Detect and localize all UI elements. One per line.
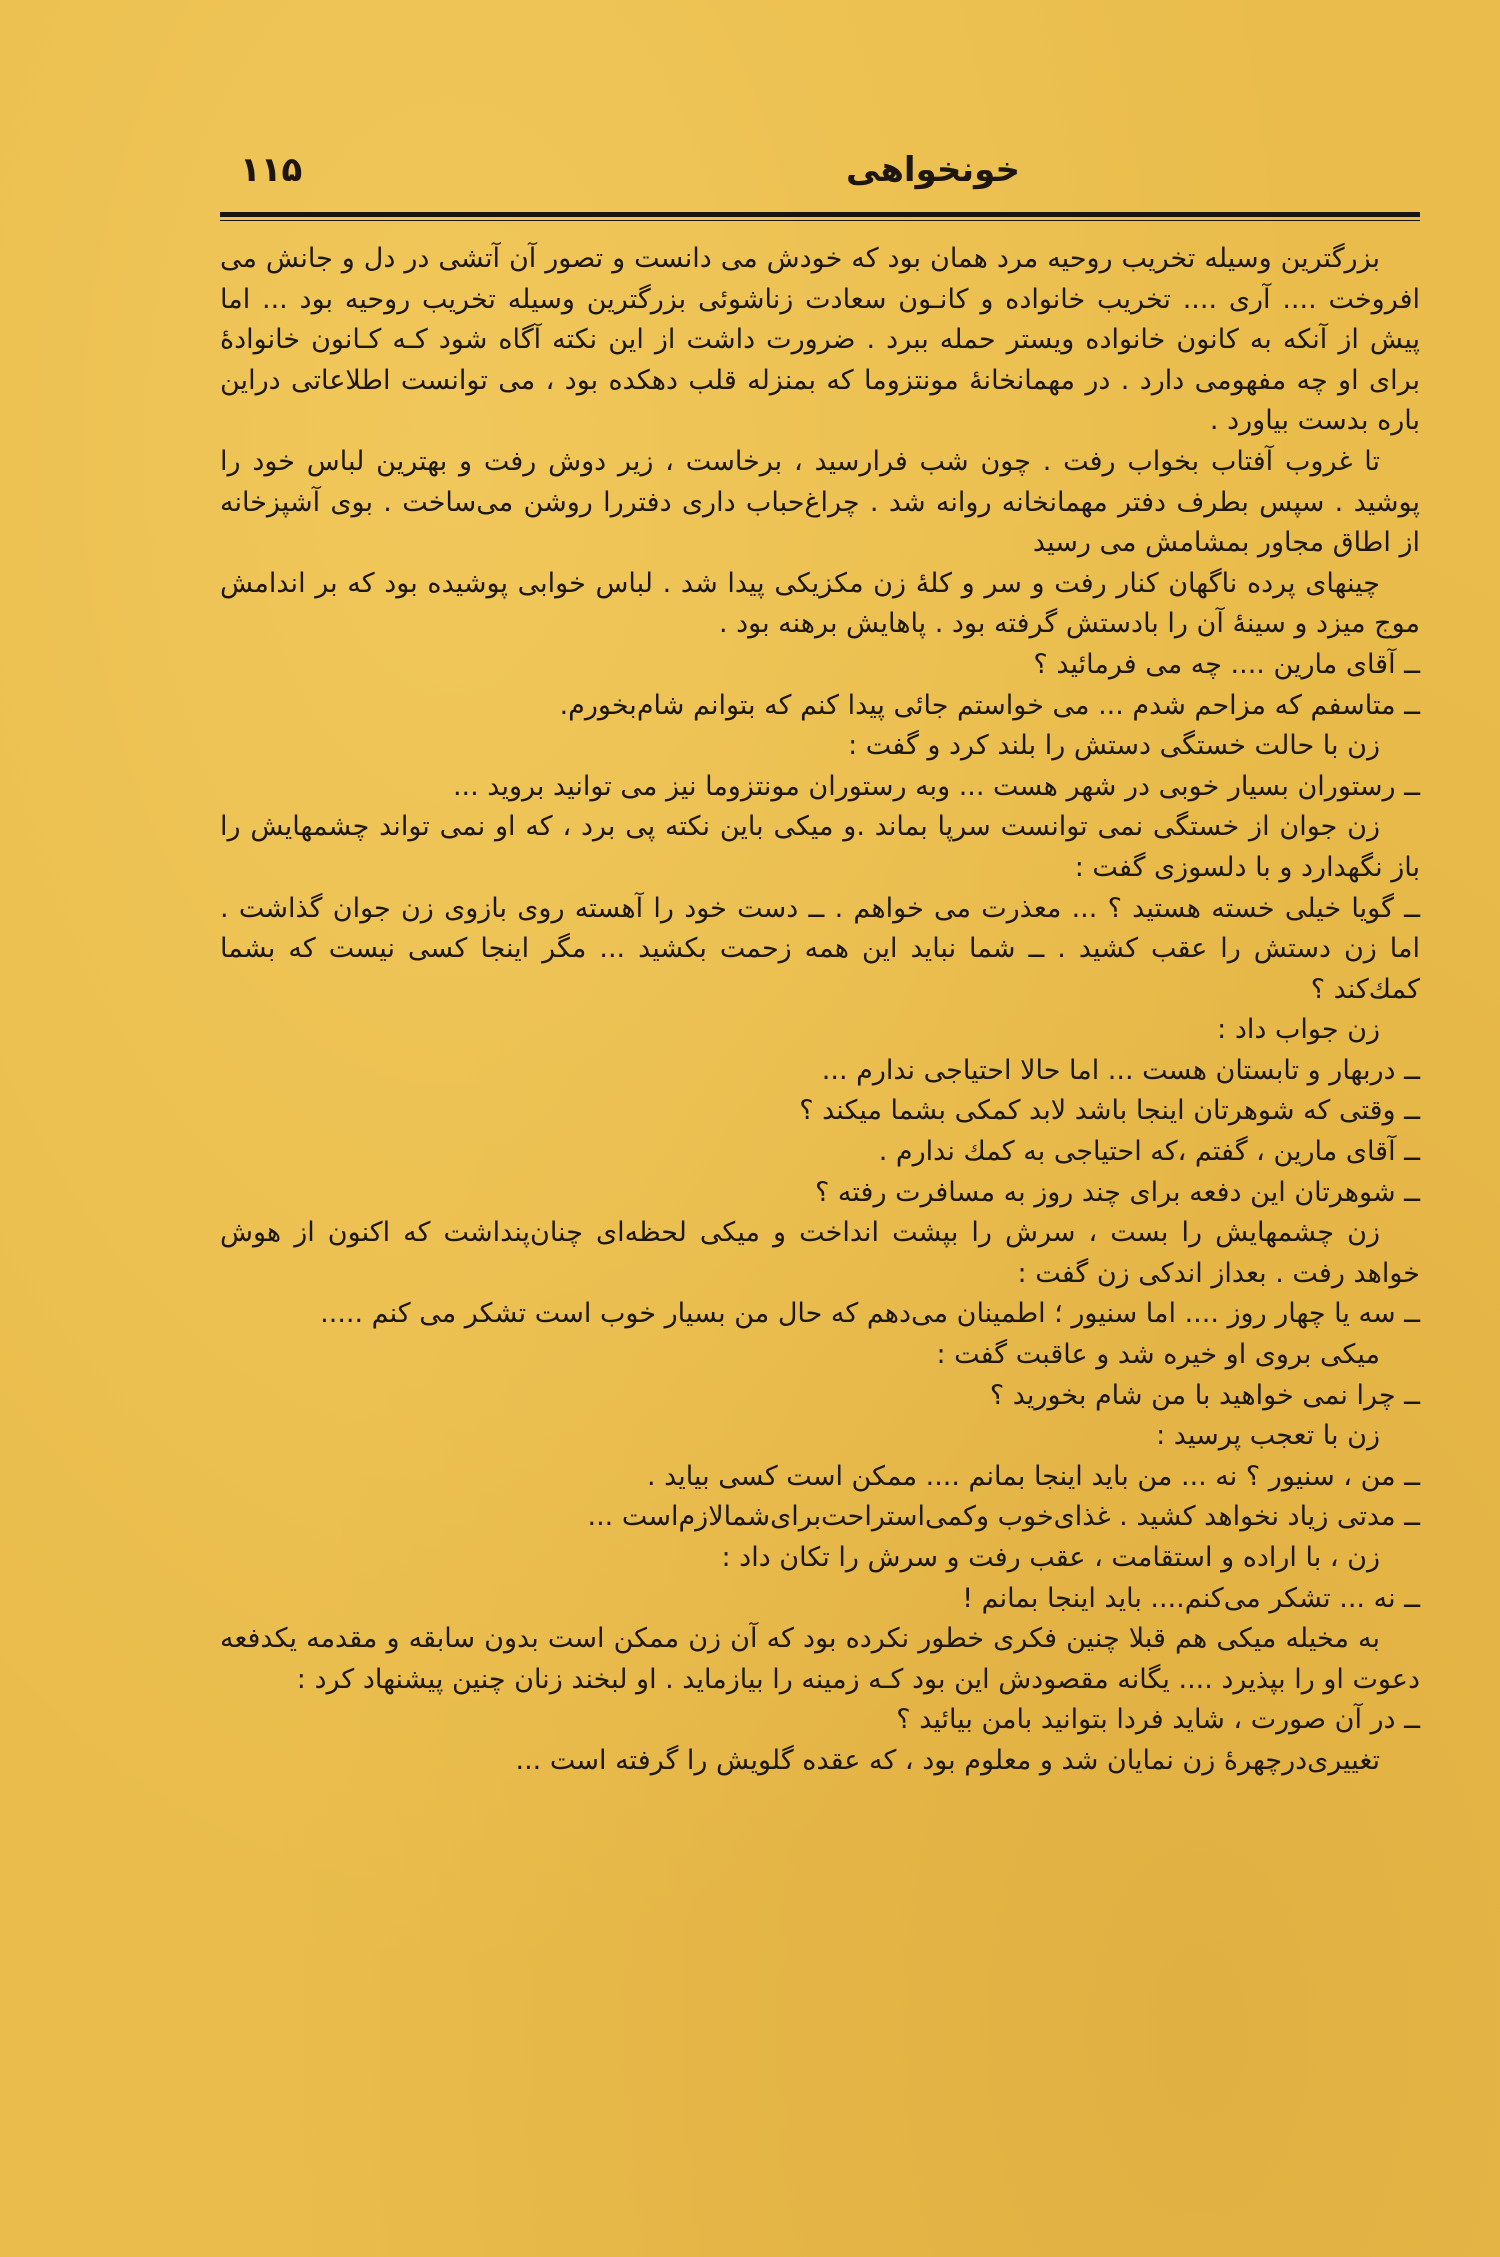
paragraph: ــ شوهرتان این دفعه برای چند روز به مسافرت رفته ؟ (815, 1176, 1420, 1208)
paragraph: زن جوان از خستگی نمی توانست سرپا بماند .و میکی باین نکته پی برد ، که او نمی تواند چشمهایش را باز نگهدارد و با دلسوزی گفت : (220, 811, 1420, 883)
paragraph: ــ سه یا چهار روز .... اما سنیور ؛ اطمینان می‌دهم که حال من بسیار خوب است تشکر می کنم ..... (320, 1298, 1420, 1330)
header-rule (220, 212, 1420, 221)
paragraph: زن با تعجب پرسید : (1156, 1420, 1380, 1452)
paragraph: ــ رستوران بسیار خوبی در شهر هست ... وبه رستوران مونتزوما نیز می توانید بروید ... (452, 770, 1420, 802)
paragraph: زن ، با اراده و استقامت ، عقب رفت و سرش را تکان داد : (721, 1542, 1380, 1573)
paragraph: ــ نه ... تشکر می‌کنم.... باید اینجا بمانم ! (962, 1582, 1420, 1614)
paragraph: ــ آقای مارین .... چه می فرمائید ؟ (1033, 648, 1420, 680)
paragraph: به مخیله میکی هم قبلا چنین فکری خطور نکرده بود که آن زن ممکن است بدون سابقه و مقدمه یکدفعه دعوت او را بپذیرد .... یگانه مقصودش این بود کـه زمینه را بیازماید . او لبخند زنان چنین پیشنهاد کرد : (220, 1623, 1420, 1695)
paragraph: زن جواب داد : (1217, 1014, 1380, 1046)
paragraph: ــ در آن صورت ، شاید فردا بتوانید بامن بیائید ؟ (896, 1704, 1420, 1736)
paragraph: ــ وقتی که شوهرتان اینجا باشد لابد کمکی بشما میکند ؟ (799, 1095, 1420, 1127)
body-text (220, 239, 1420, 1782)
paragraph: ــ آقای مارین ، گفتم ،که احتیاجی به کمك ندارم . (878, 1136, 1420, 1168)
paragraph: چینهای پرده ناگهان کنار رفت و سر و کلهٔ زن مکزیکی پیدا شد . لباس خوابی پوشیده بود که بر اندامش موج میزد و سینهٔ آن را بادستش گرفته بود . پاهایش برهنه بود . (220, 567, 1420, 640)
paragraph: ــ گویا خیلی خسته هستید ؟ ... معذرت می خواهم . ــ دست خود را آهسته روی بازوی زن جوان گذاشت . اما زن دستش را عقب کشید . ــ شما نباید این همه زحمت بکشید ... مگر اینجا کسی نیست که بشما کمك‌کند ؟ (220, 892, 1420, 1005)
paragraph: ــ متاسفم که مزاحم شدم ... می خواستم جائی پیدا کنم که بتوانم شام‌بخورم. (559, 689, 1420, 721)
paragraph: ــ چرا نمی خواهید با من شام بخورید ؟ (989, 1379, 1420, 1411)
page-number: ۱۱۵ (240, 150, 303, 190)
page-header (220, 140, 1420, 200)
paragraph: تا غروب آفتاب بخواب رفت . چون شب فرارسید ، برخاست ، زیر دوش رفت و بهترین لباس خود را پوشید . سپس بطرف دفتر مهمانخانه روانه شد . چراغ‌حباب داری دفتررا روشن می‌ساخت . بوی آشپزخانه از اطاق مجاور بمشامش می رسید (220, 445, 1420, 559)
paragraph: تغییری‌درچهرهٔ زن نمایان شد و معلوم بود ، که عقده گلویش را گرفته است ... (515, 1744, 1380, 1776)
running-title: خونخواهی (845, 150, 1020, 190)
paragraph: ــ مدتی زیاد نخواهد کشید . غذای‌خوب وکمی‌استراحت‌برای‌شمالازم‌است ... (587, 1501, 1420, 1533)
paragraph: زن چشمهایش را بست ، سرش را بپشت انداخت و میکی لحظه‌ای چنان‌پنداشت که اکنون از هوش خواهد رفت . بعداز اندکی زن گفت : (220, 1217, 1420, 1289)
paragraph: زن با حالت خستگی دستش را بلند کرد و گفت : (848, 730, 1380, 762)
paragraph: میکی بروی او خیره شد و عاقبت گفت : (936, 1339, 1380, 1371)
paragraph: بزرگترین وسیله تخریب روحیه مرد همان بود که خودش می دانست و تصور آن آتشی در دل و جانش می افروخت .... آری .... تخریب خانواده و کانـون سعادت زناشوئی بزرگترین وسیله تخریب روحیه بود ... اما پیش از آنکه به کانون خانواده ویستر حمله ببرد . ضرورت داشت از این نکته آگاه شود کـه کـانون خانوادهٔ برای او چه مفهومی دارد . در مهمانخانهٔ مونتزوما که بمنزله قلب دهکده بود ، می توانست اطلاعاتی دراین باره بدست بیاورد . (220, 243, 1420, 437)
paragraph: ــ دربهار و تابستان هست ... اما حالا احتیاجی ندارم ... (821, 1054, 1420, 1086)
paragraph: ــ من ، سنیور ؟ نه ... من باید اینجا بمانم .... ممکن است کسی بیاید . (646, 1460, 1420, 1492)
